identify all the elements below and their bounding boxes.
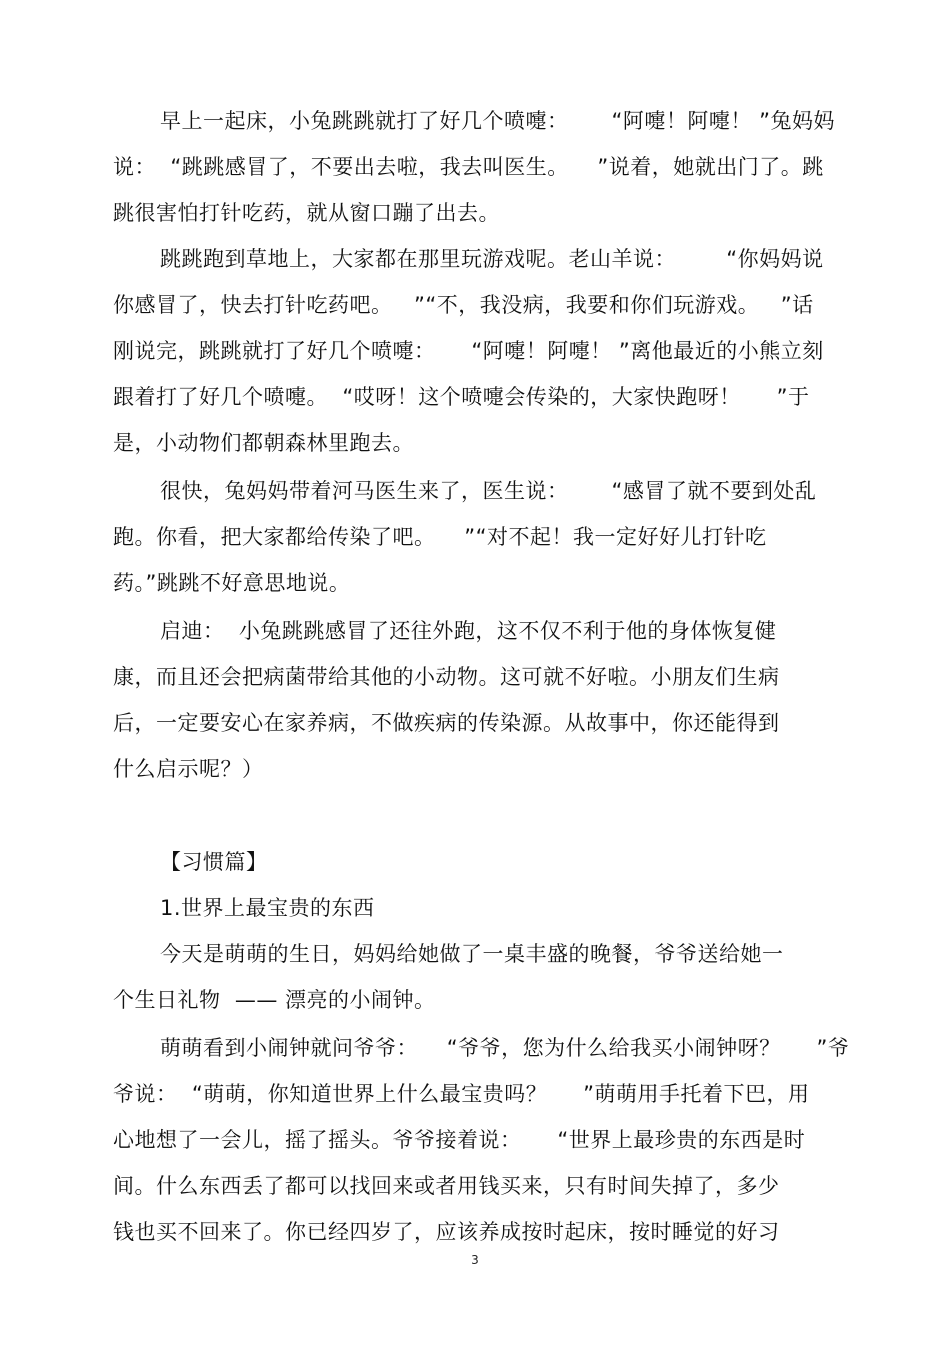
story1-p2-line-5: 是，小动物们都朝森林里跑去。 — [113, 431, 414, 455]
story1-p2-line-4: 跟着打了好几个喷嚏。 “哎呀！这个喷嚏会传染的，大家快跑呀！ ”于 — [113, 385, 810, 409]
story2-p2-line-1: 萌萌看到小闹钟就问爷爷： “爷爷，您为什么给我买小闹钟呀？ ”爷 — [160, 1036, 850, 1060]
page-number: 3 — [471, 1253, 479, 1267]
story1-p2-line-2: 你感冒了，快去打针吃药吧。 ”“不，我没病，我要和你们玩游戏。 ”话 — [113, 293, 814, 317]
story1-p1-line-2: 说： “跳跳感冒了，不要出去啦，我去叫医生。 ”说着，她就出门了。跳 — [113, 155, 824, 179]
story1-p4-line-4: 什么启示呢？） — [113, 757, 264, 781]
story2-p2-line-4: 间。什么东西丢了都可以找回来或者用钱买来，只有时间失掉了，多少 — [113, 1174, 780, 1198]
story2-p1-line-1: 今天是萌萌的生日，妈妈给她做了一桌丰盛的晚餐，爷爷送给她一 — [160, 942, 784, 966]
story1-p1-line-1: 早上一起床，小兔跳跳就打了好几个喷嚏： “阿嚏！阿嚏！ ”兔妈妈 — [160, 109, 835, 133]
story-title: 1.世界上最宝贵的东西 — [160, 896, 375, 920]
story1-p4-line-3: 后，一定要安心在家养病，不做疾病的传染源。从故事中，你还能得到 — [113, 711, 780, 735]
story1-p1-line-3: 跳很害怕打针吃药，就从窗口蹦了出去。 — [113, 201, 500, 225]
story1-p3-line-1: 很快，兔妈妈带着河马医生来了，医生说： “感冒了就不要到处乱 — [160, 479, 817, 503]
story1-p3-line-2: 跑。你看，把大家都给传染了吧。 ”“对不起！我一定好好儿打针吃 — [113, 525, 767, 549]
story2-p2-line-2: 爷说： “萌萌，你知道世界上什么最宝贵吗？ ”萌萌用手托着下巴，用 — [113, 1082, 810, 1106]
section-heading: 【习惯篇】 — [160, 850, 268, 874]
story1-p2-line-3: 刚说完，跳跳就打了好几个喷嚏： “阿嚏！阿嚏！ ”离他最近的小熊立刻 — [113, 339, 824, 363]
story1-p4-line-1: 启迪： 小兔跳跳感冒了还往外跑，这不仅不利于他的身体恢复健 — [160, 619, 777, 643]
story1-p2-line-1: 跳跳跑到草地上，大家都在那里玩游戏呢。老山羊说： “你妈妈说 — [160, 247, 824, 271]
story2-p1-line-2: 个生日礼物 —— 漂亮的小闹钟。 — [113, 988, 436, 1012]
story2-p2-line-5: 钱也买不回来了。你已经四岁了，应该养成按时起床，按时睡觉的好习 — [113, 1220, 780, 1244]
story2-p2-line-3: 心地想了一会儿，摇了摇头。爷爷接着说： “世界上最珍贵的东西是时 — [113, 1128, 806, 1152]
story1-p4-line-2: 康，而且还会把病菌带给其他的小动物。这可就不好啦。小朋友们生病 — [113, 665, 780, 689]
story1-p3-line-3: 药。”跳跳不好意思地说。 — [113, 571, 351, 595]
